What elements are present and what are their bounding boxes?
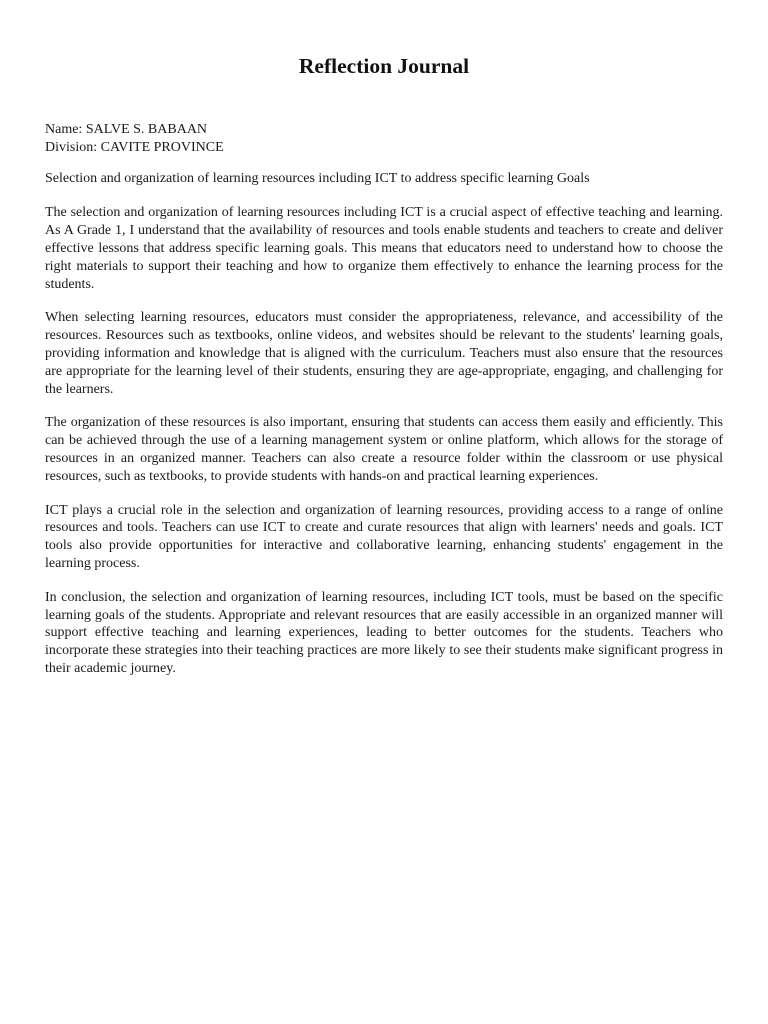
journal-subject: Selection and organization of learning resources including ICT to address specific learning Goals xyxy=(45,170,590,186)
body-paragraph-1: The selection and organization of learning resources including ICT is a crucial aspect of effective teaching and learning. As A Grade 1, I understand that the availability of resources and tools enable students and teachers to create and deliver effective lessons that address specific learning goals. This means that educators need to understand how to choose the right materials to support their teaching and how to organize them effectively to enhance the learning process for the students. xyxy=(45,205,723,292)
body-paragraph-2: When selecting learning resources, educators must consider the appropriateness, relevance, and accessibility of the resources. Resources such as textbooks, online videos, and websites should be relevant to the students' learning goals, providing information and knowledge that is aligned with the curriculum. Teachers must also ensure that the resources are appropriate for the learning level of their students, ensuring they are age-appropriate, engaging, and challenging for the learners. xyxy=(45,310,723,397)
author-name: Name: SALVE S. BABAAN xyxy=(45,122,208,137)
body-paragraph-4: ICT plays a crucial role in the selection and organization of learning resources, providing access to a range of online resources and tools. Teachers can use ICT to create and curate resources that align with learners' needs and goals. ICT tools also provide opportunities for interactive and collaborative learning, enhancing students' engagement in the learning process. xyxy=(45,502,723,571)
body-paragraph-3: The organization of these resources is also important, ensuring that students can access them easily and efficiently. This can be achieved through the use of a learning management system or online platform, which allows for the storage of resources in an organized manner. Teachers can also create a resource folder within the classroom or use physical resources, such as textbooks, to provide students with hands-on and practical learning experiences. xyxy=(45,415,723,484)
document-title: Reflection Journal xyxy=(298,54,470,78)
author-division: Division: CAVITE PROVINCE xyxy=(45,139,224,155)
body-paragraph-5: In conclusion, the selection and organization of learning resources, including ICT tools, must be based on the specific learning goals of the students. Appropriate and relevant resources that are easily accessible in an organized manner will support effective teaching and learning experiences, leading to better outcomes for the students. Teachers who incorporate these strategies into their teaching practices are more likely to see their students make significant progress in their academic journey. xyxy=(45,589,723,676)
document-page xyxy=(45,0,723,678)
author-info xyxy=(45,121,723,157)
